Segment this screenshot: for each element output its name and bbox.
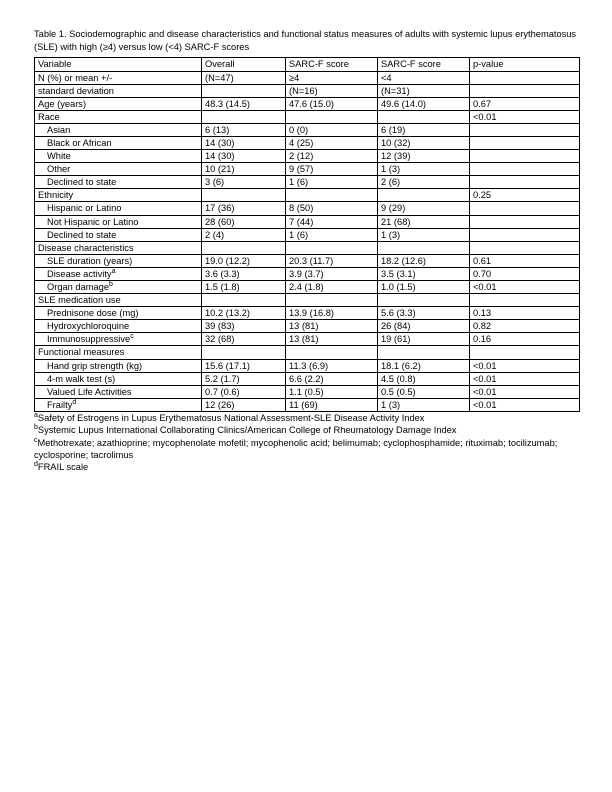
cell-overall: 28 (60) <box>202 215 286 228</box>
cell-overall: 3 (6) <box>202 176 286 189</box>
table-row <box>35 189 580 202</box>
table-caption: Table 1. Sociodemographic and disease characteristics and functional status measures of adults with systemic lupus erythematosus (SLE) with high (≥4) versus low (<4) SARC-F scores <box>34 29 577 53</box>
table-row <box>35 294 580 307</box>
cell-pvalue: <0.01 <box>470 281 580 294</box>
row-label: Declined to state <box>35 228 202 241</box>
cell-pvalue: 0.16 <box>470 333 580 346</box>
cell-pvalue: <0.01 <box>470 372 580 385</box>
cell-sarcf-low <box>378 241 470 254</box>
cell-pvalue: 0.25 <box>470 189 580 202</box>
cell-pvalue: <0.01 <box>470 110 580 123</box>
cell-overall: 17 (36) <box>202 202 286 215</box>
table-row <box>35 267 580 280</box>
table-row <box>35 123 580 136</box>
cell-sarcf-high: 20.3 (11.7) <box>286 254 378 267</box>
table-row <box>35 136 580 149</box>
row-label: Declined to state <box>35 176 202 189</box>
row-label: Valued Life Activities <box>35 385 202 398</box>
cell-sarcf-high <box>286 189 378 202</box>
table-row <box>35 110 580 123</box>
header-cell-sarcf-low: SARC-F score <box>378 58 470 71</box>
cell-overall: 48.3 (14.5) <box>202 97 286 110</box>
row-label: Prednisone dose (mg) <box>35 307 202 320</box>
row-label: 4-m walk test (s) <box>35 372 202 385</box>
cell-sarcf-low: 1 (3) <box>378 163 470 176</box>
cell-pvalue: <0.01 <box>470 398 580 411</box>
footnote: $^b$Systemic Lupus International Collaborating Clinics/American College of Rheumatology Damage Index <box>34 424 457 436</box>
header-cell-pvalue-line3 <box>470 84 580 97</box>
table-row <box>35 385 580 398</box>
cell-sarcf-low: 5.6 (3.3) <box>378 307 470 320</box>
cell-sarcf-high <box>286 110 378 123</box>
row-label: Organ damage$^b$ <box>35 281 202 294</box>
cell-pvalue <box>470 136 580 149</box>
cell-overall: 2 (4) <box>202 228 286 241</box>
cell-sarcf-low: 9 (29) <box>378 202 470 215</box>
row-label: Functional measures <box>35 346 202 359</box>
footnote-marker: a <box>34 411 38 419</box>
cell-sarcf-high: 7 (44) <box>286 215 378 228</box>
table-row <box>35 202 580 215</box>
cell-sarcf-low: 19 (61) <box>378 333 470 346</box>
cell-sarcf-high: 9 (57) <box>286 163 378 176</box>
cell-sarcf-high: 47.6 (15.0) <box>286 97 378 110</box>
cell-sarcf-low: 2 (6) <box>378 176 470 189</box>
row-label: Other <box>35 163 202 176</box>
table-row <box>35 176 580 189</box>
header-cell-variable-line2: N (%) or mean +/- <box>35 71 202 84</box>
cell-sarcf-low: 49.6 (14.0) <box>378 97 470 110</box>
table-row <box>35 215 580 228</box>
table-row <box>35 359 580 372</box>
cell-overall: 0.7 (0.6) <box>202 385 286 398</box>
cell-pvalue: 0.67 <box>470 97 580 110</box>
cell-sarcf-high <box>286 241 378 254</box>
cell-sarcf-high: 1 (6) <box>286 176 378 189</box>
cell-overall <box>202 241 286 254</box>
header-cell-variable: Variable <box>35 58 202 71</box>
cell-pvalue <box>470 294 580 307</box>
cell-pvalue: 0.82 <box>470 320 580 333</box>
footnote: $^c$Methotrexate; azathioprine; mycophenolate mofetil; mycophenolic acid; belimumab; cyclophosphamide; rituximab; tocilizumab; cyclosporine; tacrolimus <box>34 436 558 460</box>
cell-sarcf-high: 13.9 (16.8) <box>286 307 378 320</box>
cell-overall: 5.2 (1.7) <box>202 372 286 385</box>
header-cell-sarcf-high-line3: (N=16) <box>286 84 378 97</box>
table-row <box>35 254 580 267</box>
cell-pvalue <box>470 163 580 176</box>
cell-overall <box>202 189 286 202</box>
table-row <box>35 333 580 346</box>
cell-overall: 15.6 (17.1) <box>202 359 286 372</box>
cell-sarcf-low: 4.5 (0.8) <box>378 372 470 385</box>
cell-overall: 19.0 (12.2) <box>202 254 286 267</box>
cell-pvalue: 0.13 <box>470 307 580 320</box>
table-row <box>35 97 580 110</box>
row-label: Race <box>35 110 202 123</box>
row-label: Disease characteristics <box>35 241 202 254</box>
row-label: SLE medication use <box>35 294 202 307</box>
cell-sarcf-high: 11 (69) <box>286 398 378 411</box>
cell-pvalue: <0.01 <box>470 385 580 398</box>
table-header-row-3 <box>35 84 580 97</box>
cell-pvalue <box>470 241 580 254</box>
cell-sarcf-low <box>378 346 470 359</box>
row-label: Not Hispanic or Latino <box>35 215 202 228</box>
cell-sarcf-high: 13 (81) <box>286 333 378 346</box>
footnote-marker: d <box>34 461 38 469</box>
table-row <box>35 228 580 241</box>
footnote: $^a$Safety of Estrogens in Lupus Erythematosus National Assessment-SLE Disease Activity Index <box>34 411 425 423</box>
cell-sarcf-high: 13 (81) <box>286 320 378 333</box>
header-cell-overall: Overall <box>202 58 286 71</box>
header-cell-overall-line2: (N=47) <box>202 71 286 84</box>
cell-sarcf-low: 1 (3) <box>378 228 470 241</box>
row-label: Ethnicity <box>35 189 202 202</box>
cell-overall: 12 (26) <box>202 398 286 411</box>
table-header-row-1 <box>35 58 580 71</box>
footnote-marker: c <box>34 436 38 444</box>
footnote: $^d$FRAIL scale <box>34 461 89 473</box>
header-cell-sarcf-high: SARC-F score <box>286 58 378 71</box>
header-cell-sarcf-low-line2: <4 <box>378 71 470 84</box>
table-row <box>35 281 580 294</box>
cell-overall <box>202 294 286 307</box>
cell-sarcf-low <box>378 189 470 202</box>
cell-overall <box>202 346 286 359</box>
header-cell-sarcf-high-line2: ≥4 <box>286 71 378 84</box>
cell-sarcf-high: 6.6 (2.2) <box>286 372 378 385</box>
cell-sarcf-high: 11.3 (6.9) <box>286 359 378 372</box>
cell-pvalue <box>470 228 580 241</box>
cell-sarcf-high: 8 (50) <box>286 202 378 215</box>
table-row <box>35 320 580 333</box>
cell-sarcf-low: 0.5 (0.5) <box>378 385 470 398</box>
cell-pvalue <box>470 202 580 215</box>
table-header-row-2 <box>35 71 580 84</box>
row-label: Hand grip strength (kg) <box>35 359 202 372</box>
table-row <box>35 372 580 385</box>
cell-overall: 14 (30) <box>202 136 286 149</box>
footnote-list <box>34 412 579 473</box>
cell-overall: 1.5 (1.8) <box>202 281 286 294</box>
cell-sarcf-low: 6 (19) <box>378 123 470 136</box>
table-row <box>35 163 580 176</box>
cell-sarcf-high: 1.1 (0.5) <box>286 385 378 398</box>
cell-pvalue <box>470 150 580 163</box>
cell-sarcf-high: 1 (6) <box>286 228 378 241</box>
header-cell-pvalue-line2 <box>470 71 580 84</box>
row-label: Hydroxychloroquine <box>35 320 202 333</box>
cell-overall: 6 (13) <box>202 123 286 136</box>
cell-pvalue <box>470 346 580 359</box>
row-label: Immunosuppressive$^c$ <box>35 333 202 346</box>
table-row <box>35 150 580 163</box>
cell-pvalue <box>470 176 580 189</box>
footnote-marker: b <box>34 424 38 432</box>
row-label: Frailty$^d$ <box>35 398 202 411</box>
header-cell-sarcf-low-line3: (N=31) <box>378 84 470 97</box>
row-label: Disease activity$^a$ <box>35 267 202 280</box>
cell-sarcf-low: 12 (39) <box>378 150 470 163</box>
cell-sarcf-low: 10 (32) <box>378 136 470 149</box>
cell-sarcf-low <box>378 110 470 123</box>
cell-pvalue <box>470 123 580 136</box>
cell-sarcf-high: 4 (25) <box>286 136 378 149</box>
cell-sarcf-low: 18.1 (6.2) <box>378 359 470 372</box>
cell-sarcf-low: 26 (84) <box>378 320 470 333</box>
cell-sarcf-low: 1.0 (1.5) <box>378 281 470 294</box>
header-cell-variable-line3: standard deviation <box>35 84 202 97</box>
table-row <box>35 346 580 359</box>
cell-pvalue <box>470 215 580 228</box>
cell-sarcf-low: 18.2 (12.6) <box>378 254 470 267</box>
cell-overall: 10 (21) <box>202 163 286 176</box>
cell-sarcf-low: 3.5 (3.1) <box>378 267 470 280</box>
cell-sarcf-low: 21 (68) <box>378 215 470 228</box>
cell-sarcf-high: 3.9 (3.7) <box>286 267 378 280</box>
cell-overall: 14 (30) <box>202 150 286 163</box>
cell-pvalue: 0.70 <box>470 267 580 280</box>
cell-overall <box>202 110 286 123</box>
header-cell-pvalue: p-value <box>470 58 580 71</box>
cell-sarcf-high <box>286 346 378 359</box>
row-label: Hispanic or Latino <box>35 202 202 215</box>
row-label: Asian <box>35 123 202 136</box>
header-cell-overall-line3 <box>202 84 286 97</box>
table-row <box>35 398 580 411</box>
table-row <box>35 241 580 254</box>
cell-pvalue: <0.01 <box>470 359 580 372</box>
row-label: Age (years) <box>35 97 202 110</box>
data-table <box>34 57 580 412</box>
cell-overall: 10.2 (13.2) <box>202 307 286 320</box>
cell-overall: 32 (68) <box>202 333 286 346</box>
cell-sarcf-high: 0 (0) <box>286 123 378 136</box>
row-label: Black or African <box>35 136 202 149</box>
cell-sarcf-low: 1 (3) <box>378 398 470 411</box>
cell-sarcf-high: 2 (12) <box>286 150 378 163</box>
row-label: White <box>35 150 202 163</box>
cell-sarcf-high <box>286 294 378 307</box>
table-row <box>35 307 580 320</box>
cell-sarcf-high: 2.4 (1.8) <box>286 281 378 294</box>
row-label: SLE duration (years) <box>35 254 202 267</box>
cell-pvalue: 0.61 <box>470 254 580 267</box>
cell-sarcf-low <box>378 294 470 307</box>
table-body <box>35 58 580 412</box>
cell-overall: 39 (83) <box>202 320 286 333</box>
cell-overall: 3.6 (3.3) <box>202 267 286 280</box>
